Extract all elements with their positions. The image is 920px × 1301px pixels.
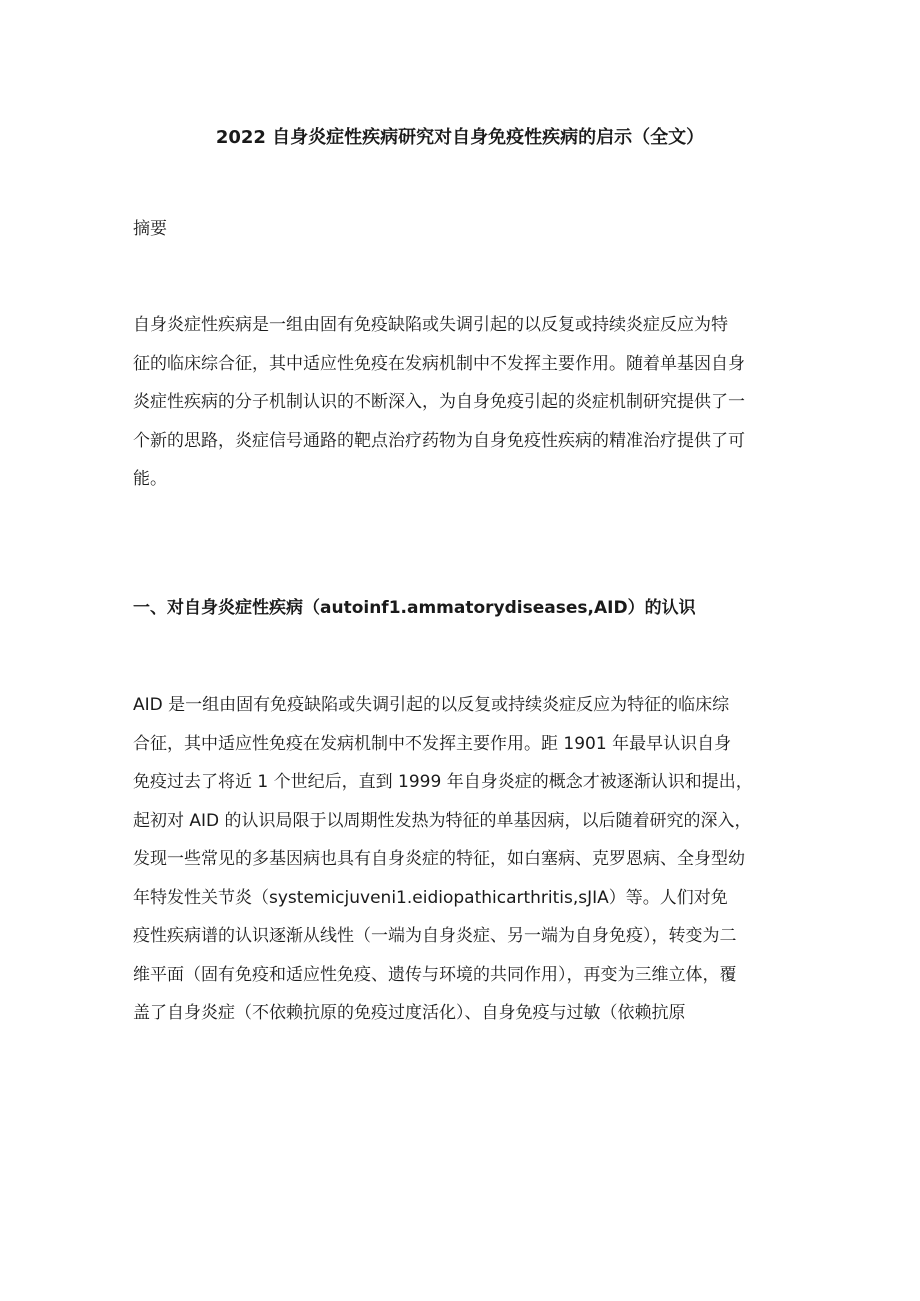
paragraph-line: 维平面（固有免疫和适应性免疫、遗传与环境的共同作用），再变为三维立体，覆 (133, 964, 737, 985)
paragraph-line: 年特发性关节炎（systemicjuveni1.eidiopathicarthritis,sJIA）等。人们对免 (133, 887, 728, 908)
paragraph-line: 发现一些常见的多基因病也具有自身炎症的特征，如白塞病、克罗恩病、全身型幼 (133, 849, 745, 869)
paragraph-line: 盖了自身炎症（不依赖抗原的免疫过度活化）、自身免疫与过敏（依赖抗原 (133, 1003, 686, 1023)
abstract-heading: 摘要 (133, 219, 167, 239)
paragraph-line: 能。 (133, 469, 167, 489)
abstract-paragraph (133, 306, 798, 499)
paragraph-line: 自身炎症性疾病是一组由固有免疫缺陷或失调引起的以反复或持续炎症反应为特 (133, 315, 728, 335)
paragraph-line: 免疫过去了将近 1 个世纪后，直到 1999 年自身炎症的概念才被逐渐认识和提出， (133, 772, 753, 792)
document-title: 2022 自身炎症性疾病研究对自身免疫性疾病的启示（全文） (215, 127, 705, 148)
paragraph-line: 起初对 AID 的认识局限于以周期性发热为特征的单基因病，以后随着研究的深入， (133, 810, 752, 831)
paragraph-line: 个新的思路，炎症信号通路的靶点治疗药物为自身免疫性疾病的精准治疗提供了可 (133, 430, 745, 451)
paragraph-line: 征的临床综合征，其中适应性免疫在发病机制中不发挥主要作用。随着单基因自身 (133, 353, 745, 374)
paragraph-line: 合征，其中适应性免疫在发病机制中不发挥主要作用。距 1901 年最早认识自身 (133, 733, 732, 754)
paragraph-line: 疫性疾病谱的认识逐渐从线性（一端为自身炎症、另一端为自身免疫），转变为二 (133, 926, 737, 946)
section-1-paragraph (133, 686, 798, 1033)
paragraph-line: AID 是一组由固有免疫缺陷或失调引起的以反复或持续炎症反应为特征的临床综 (133, 695, 730, 715)
section-1-heading: 一、对自身炎症性疾病（autoinf1.ammatorydiseases,AID）的认识 (133, 598, 696, 618)
paragraph-line: 炎症性疾病的分子机制认识的不断深入，为自身免疫引起的炎症机制研究提供了一 (133, 392, 745, 412)
